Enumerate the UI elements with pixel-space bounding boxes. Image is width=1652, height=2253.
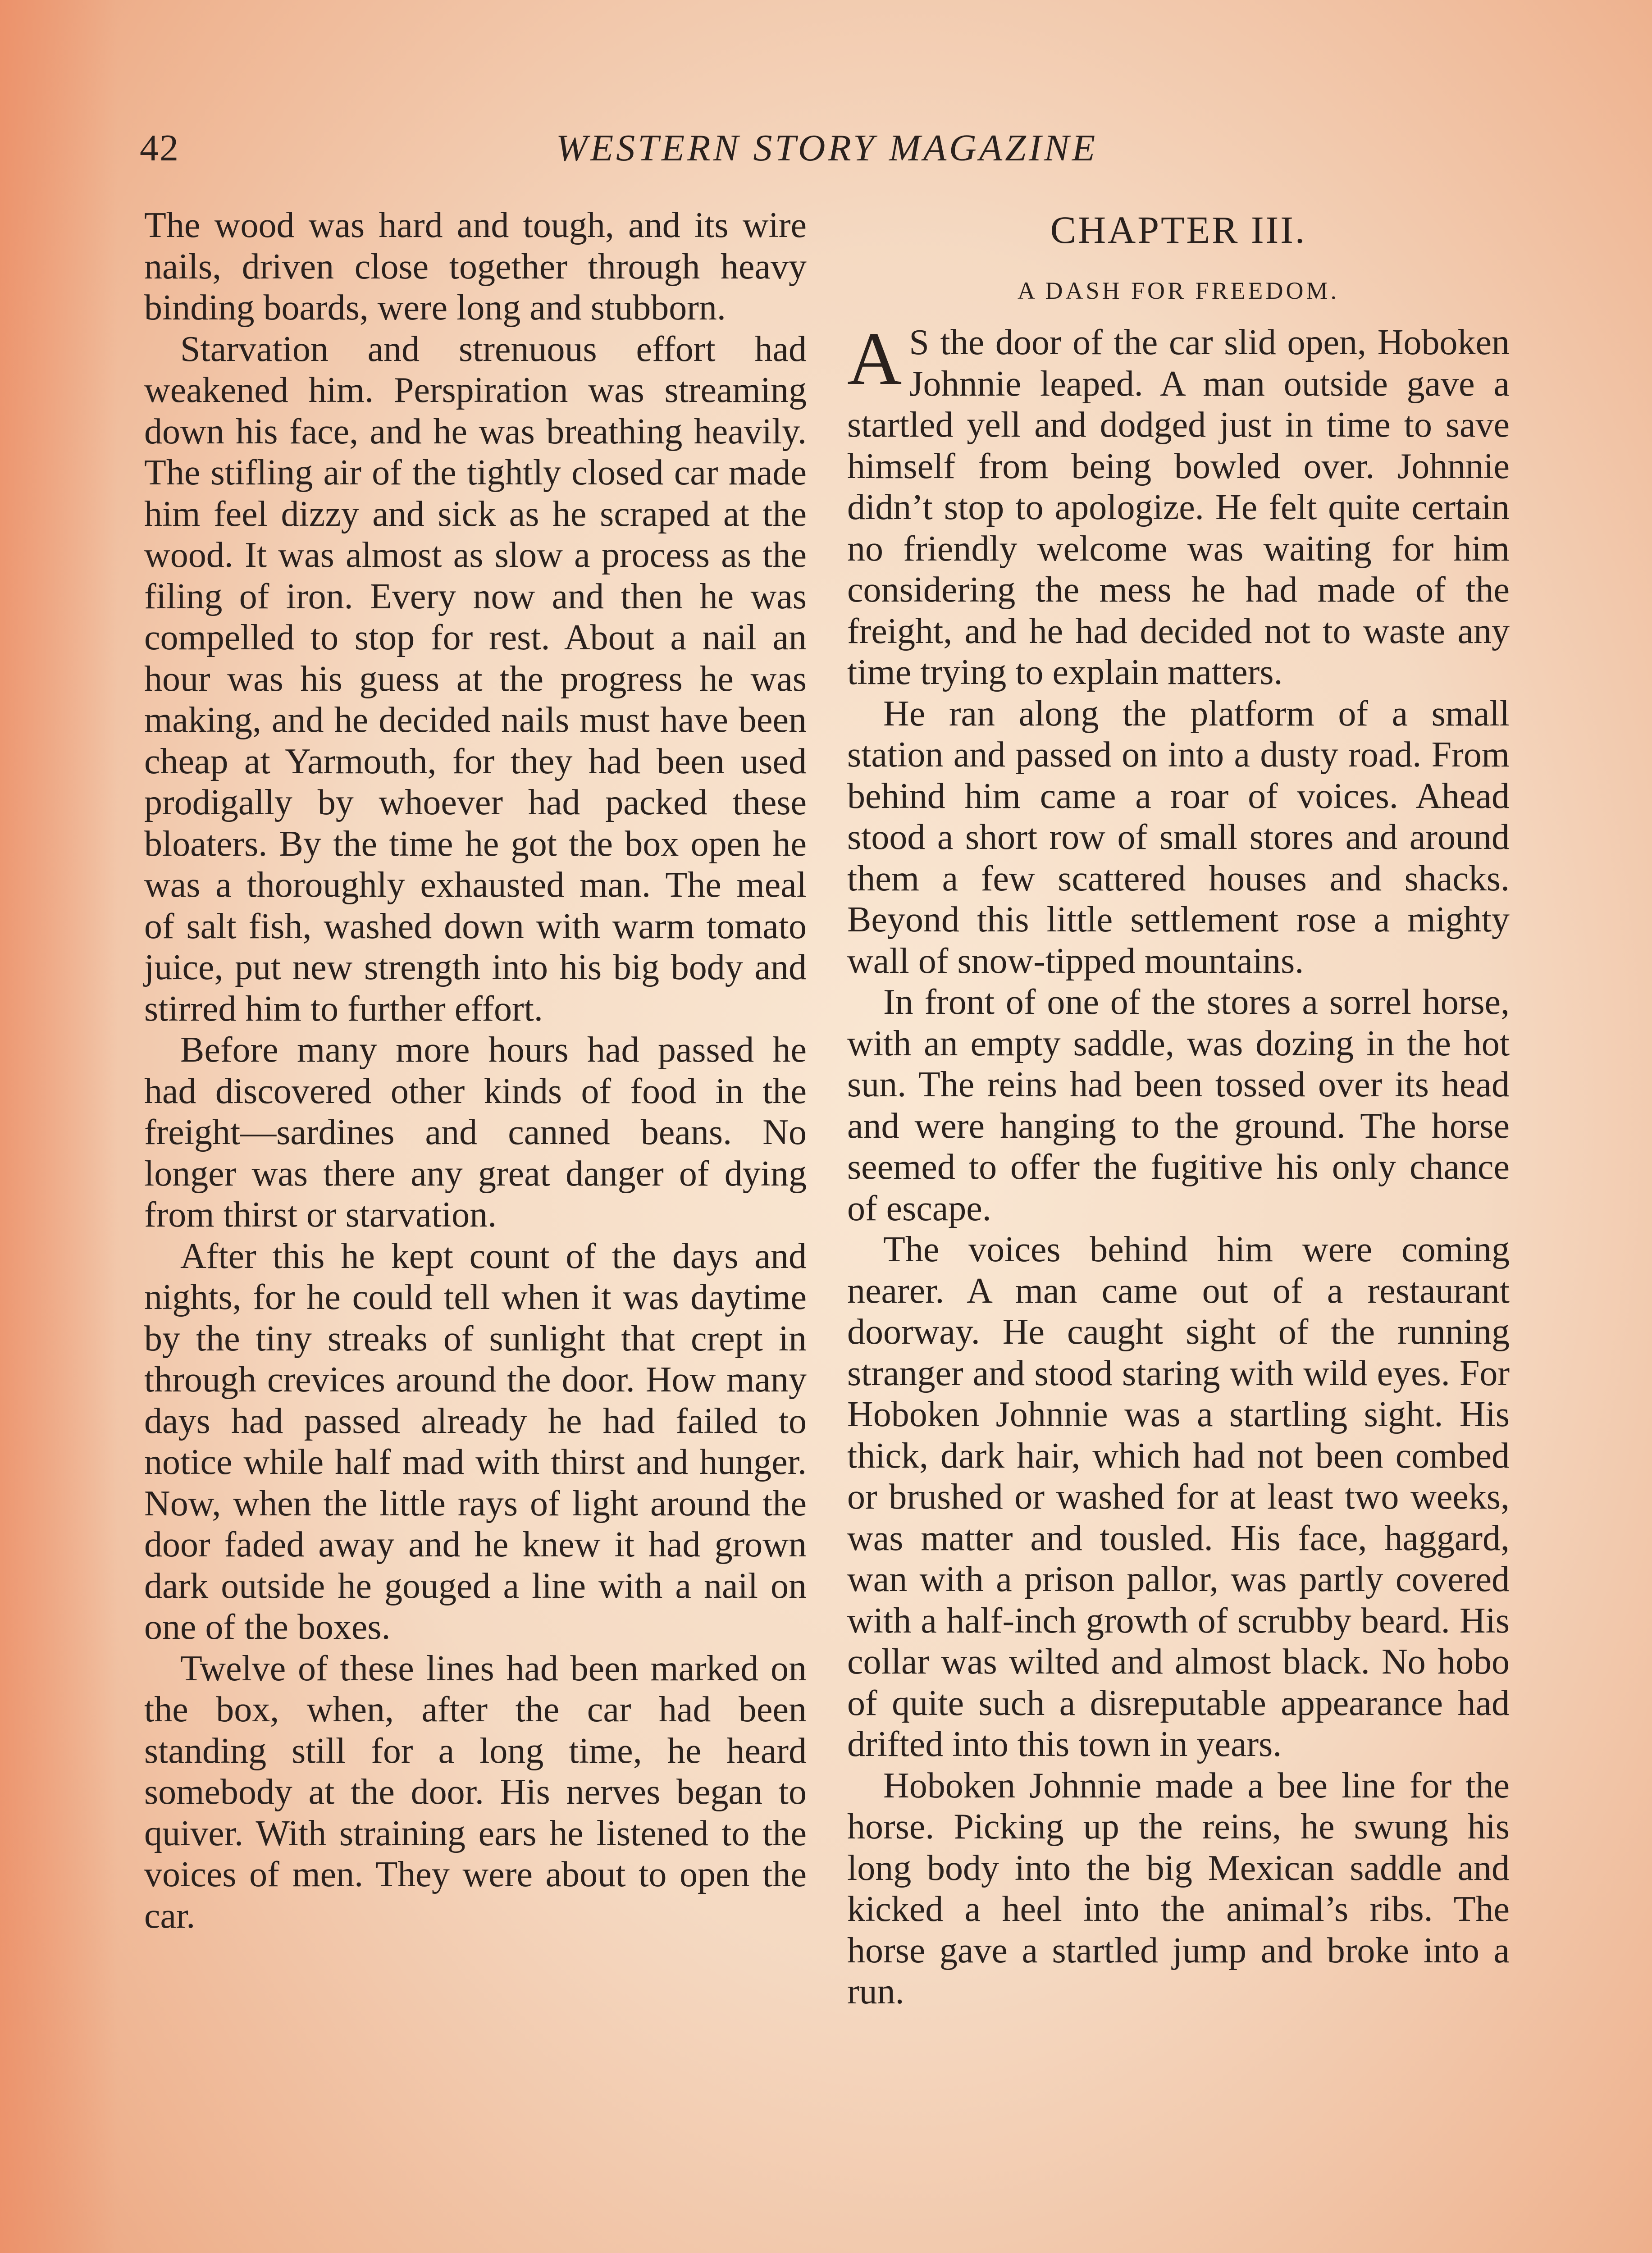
right-column (847, 205, 1510, 2013)
left-column (144, 205, 807, 1937)
chapter-opening-paragraph (847, 317, 1510, 693)
paragraph: After this he kept count of the days and nights, for he could tell when it was daytime by the tiny streaks of sunlight that crept in through crevices around the door. How many days had passed already he had failed to notice while half mad with thirst and hunger. Now, when the little rays of light around the door faded away and he knew it had grown dark outside he gouged a line with a nail on one of the boxes. (144, 1236, 807, 1647)
paragraph: The wood was hard and tough, and its wire nails, driven close together through heavy binding boards, were long and stubborn. (144, 205, 807, 328)
drop-cap: A (847, 317, 902, 401)
paragraph: Hoboken Johnnie made a bee line for the horse. Picking up the reins, he swung his long body into the big Mexican saddle and kicked a heel into the animal’s ribs. The horse gave a startled jump and broke into a run. (847, 1765, 1510, 2011)
running-head: WESTERN STORY MAGAZINE (556, 127, 1098, 169)
paragraph: Before many more hours had passed he had discovered other kinds of food in the freight—sardines and canned beans. No longer was there any great danger of dying from thirst or starvation. (144, 1030, 807, 1235)
paragraph: Starvation and strenuous effort had weakened him. Perspiration was streaming down his face, and he was breathing heavily. The stifling air of the tightly closed car made him feel dizzy and sick as he scraped at the wood. It was almost as slow a process as the filing of iron. Every now and then he was compelled to stop for rest. About a nail an hour was his guess at the progress he was making, and he decided nails must have been cheap at Yarmouth, for they had been used prodigally by whoever had packed these bloaters. By the time he got the box open he was a thoroughly exhausted man. The meal of salt fish, washed down with warm tomato juice, put new strength into his big body and stirred him to further effort. (144, 329, 807, 1029)
chapter-title: CHAPTER III. (1050, 208, 1307, 251)
paragraph: In front of one of the stores a sorrel horse, with an empty saddle, was dozing in the hot sun. The reins had been tossed over its head and were hanging to the ground. The horse seemed to offer the fugitive his only chance of escape. (847, 982, 1510, 1228)
paragraph: The voices behind him were coming nearer. A man came out of a restaurant doorway. He caught sight of the running stranger and stood staring with wild eyes. For Hoboken Johnnie was a startling sight. His thick, dark hair, which had not been combed or brushed or washed for at least two weeks, was matter and tousled. His face, haggard, wan with a prison pallor, was partly covered with a half-inch growth of scrubby beard. His collar was wilted and almost black. No hobo of quite such a disreputable appearance had drifted into this town in years. (847, 1230, 1510, 1764)
page-header (140, 122, 1514, 180)
page-edge-tint (0, 0, 117, 2253)
opening-text: S the door of the car slid open, Hoboken Johnnie leaped. A man outside gave a startled yell and dodged just in time to save himself from being bowled over. Johnnie didn’t stop to apologize. He felt quite certain no friendly welcome was waiting for him considering the mess he had made of the freight, and he had decided not to waste any time trying to explain matters. (847, 323, 1510, 692)
chapter-subtitle: A DASH FOR FREEDOM. (1017, 277, 1340, 304)
paragraph: He ran along the platform of a small station and passed on into a dusty road. From behind him came a roar of voices. Ahead stood a short row of small stores and around them a few scattered houses and shacks. Beyond this little settlement rose a mighty wall of snow-tipped mountains. (847, 693, 1510, 981)
page-number: 42 (140, 127, 179, 169)
paragraph: Twelve of these lines had been marked on the box, when, after the car had been standing still for a long time, he heard somebody at the door. His nerves began to quiver. With straining ears he listened to the voices of men. They were about to open the car. (144, 1648, 807, 1936)
